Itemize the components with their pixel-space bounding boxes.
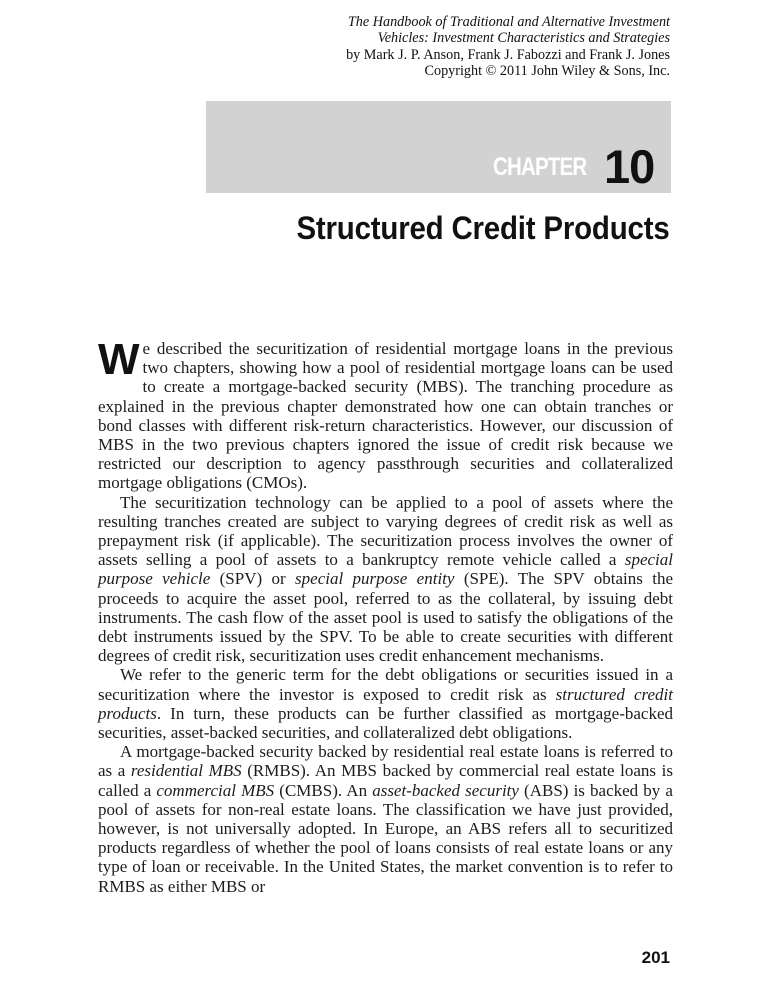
paragraph-4 (98, 742, 673, 896)
text-run: A mortgage-backed security backed by residential real estate loans is referred to as a (98, 742, 673, 781)
drop-cap: W (98, 335, 140, 384)
term-commercial-mbs: commercial MBS (156, 780, 275, 800)
paragraph-1 (98, 335, 673, 493)
text-run: (CMBS). An (274, 780, 373, 800)
chapter-title: Structured Credit Products (296, 210, 670, 246)
text-run: . In turn, these products can be further classified as mortgage-backed securities, asset-backed securities, and collateralized debt obligations. (98, 703, 673, 743)
text-run: (SPE). The SPV obtains the proceeds to acquire the asset pool, referred to as the collateral, by issuing debt instruments. The cash flow of the asset pool is used to satisfy the obligations of the debt instruments issued by the SPV. To be able to create securities with different degrees of credit risk, securitization uses credit enhancement mechanisms. (98, 569, 674, 666)
book-title-line-2: Vehicles: Investment Characteristics and Strategies (377, 30, 670, 47)
chapter-number: 10 (604, 140, 655, 193)
text-run: (SPV) or (210, 569, 296, 589)
term-asset-backed-security: asset-backed security (372, 780, 519, 800)
paragraph-3 (98, 665, 673, 742)
text-run: We refer to the generic term for the debt obligations or securities issued in a securitization where the investor is exposed to credit risk as (98, 665, 673, 704)
book-title-line-1: The Handbook of Traditional and Alternative Investment (347, 14, 670, 30)
paragraph-2 (98, 493, 673, 666)
page-number: 201 (641, 948, 670, 967)
term-special-purpose-vehicle: special purpose vehicle (98, 550, 673, 589)
chapter-body (98, 335, 674, 896)
term-special-purpose-entity: special purpose entity (295, 569, 455, 589)
text-run: The securitization technology can be applied to a pool of assets where the resulting tranches created are subject to varying degrees of credit risk as well as prepayment risk (if applicable). The securitization process involves the owner of assets selling a pool of assets to a bankruptcy remote vehicle called a (98, 492, 673, 570)
term-residential-mbs: residential MBS (130, 761, 242, 781)
text-run: (RMBS). An MBS backed by commercial real estate loans is called a (98, 761, 673, 800)
paragraph-1-text: e described the securitization of residential mortgage loans in the previous two chapters, showing how a pool of residential mortgage loans can be used to create a mortgage-backed security (MBS). The tranching procedure as explained in the previous chapter demonstrated how one can obtain tranches or bond classes with different risk-return characteristics. However, our discussion of MBS in the two previous chapters ignored the issue of credit risk because we restricted our description to agency passthrough securities and collateralized mortgage obligations (CMOs). (98, 339, 673, 493)
term-structured-credit-products: structured credit products (98, 684, 673, 723)
source-note (346, 14, 670, 79)
authors-line: by Mark J. P. Anson, Frank J. Fabozzi and Frank J. Jones (346, 46, 670, 63)
chapter-label: CHAPTER (493, 153, 587, 181)
chapter-header-band (206, 101, 671, 193)
copyright-line: Copyright © 2011 John Wiley & Sons, Inc. (424, 62, 670, 79)
text-run: (ABS) is backed by a pool of assets for non-real estate loans. The classification we have just provided, however, is not universally adopted. In Europe, an ABS refers all to securitized products regardless of whether the pool of loans consists of real estate loans or any type of loan or receivable. In the United States, the market convention is to refer to RMBS as either MBS or (98, 780, 673, 896)
